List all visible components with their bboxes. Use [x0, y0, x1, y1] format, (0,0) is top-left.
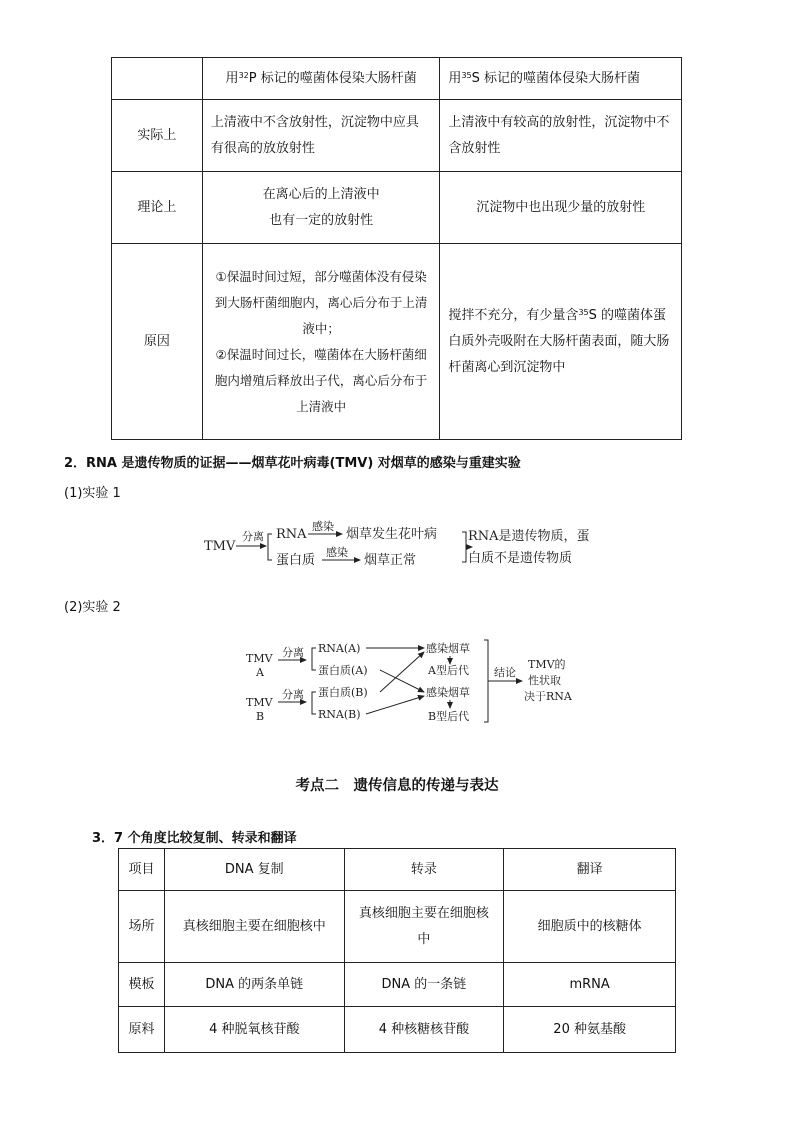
table2-cell: DNA 的两条单链 [164, 963, 344, 1007]
exp2-conclusion-line1: TMV的 [528, 658, 566, 671]
table2-header-replication: DNA 复制 [164, 849, 344, 891]
exp1-right-bracket [462, 532, 466, 562]
exp2-protein-b: 蛋白质(B) [318, 686, 368, 699]
exp2-conclusion-line3: 决于RNA [524, 690, 572, 703]
experiment2-label: (2)实验 2 [64, 600, 121, 615]
exp1-split-label: 分离 [242, 530, 264, 543]
table1-row-label-reason: 原因 [112, 244, 203, 440]
table1-actual-s35: 上清液中有较高的放射性，沉淀物中不含放射性 [440, 100, 682, 172]
exp2-conclusion-label: 结论 [494, 666, 516, 679]
exp2-split-a-label: 分离 [282, 646, 304, 659]
table2-header-transcription: 转录 [344, 849, 504, 891]
table2-row-label: 场所 [119, 891, 165, 963]
table1-header-s35: 用$^{35}$S 标记的噬菌体侵染大肠杆菌 [440, 58, 682, 100]
table2-cell: 4 种核糖核苷酸 [344, 1007, 504, 1053]
table2-cell: 真核细胞主要在细胞核中 [344, 891, 504, 963]
exp1-infect2-label: 感染 [326, 546, 348, 559]
exp1-infect1-label: 感染 [312, 520, 334, 533]
exp2-rna-a: RNA(A) [318, 642, 361, 655]
exp2-rna-b: RNA(B) [318, 708, 361, 721]
table2-cell: 20 种氨基酸 [504, 1007, 676, 1053]
table2-header-item: 项目 [119, 849, 165, 891]
table2-cell: 4 种脱氧核苷酸 [164, 1007, 344, 1053]
comparison-table-labeling [111, 57, 682, 440]
table2-header-translation: 翻译 [504, 849, 676, 891]
kaodian2-title: 考点二 遗传信息的传递与表达 [295, 778, 499, 794]
table2-cell: DNA 的一条链 [344, 963, 504, 1007]
exp2-tmv-a-line1: TMV [246, 652, 273, 665]
exp2-bracket-a [312, 648, 316, 670]
table1-header-blank [112, 58, 203, 100]
exp1-rna: RNA [276, 527, 307, 542]
exp2-infect-bottom: 感染烟草 [426, 686, 470, 699]
table2-row-label: 原料 [119, 1007, 165, 1053]
exp1-result1: 烟草发生花叶病 [346, 527, 438, 542]
table1-row-label-theory: 理论上 [112, 172, 203, 244]
exp2-right-bracket [484, 640, 488, 722]
exp2-line-protein-b [380, 652, 424, 692]
section2-heading: 2．RNA 是遗传物质的证据——烟草花叶病毒(TMV) 对烟草的感染与重建实验 [64, 456, 521, 471]
table2-row-label: 模板 [119, 963, 165, 1007]
exp1-result2: 烟草正常 [364, 553, 417, 568]
table2-cell: mRNA [504, 963, 676, 1007]
exp2-offspring-a: A型后代 [428, 664, 469, 677]
exp1-conclusion-line1: RNA是遗传物质，蛋 [468, 529, 590, 544]
exp1-conclusion-line2: 白质不是遗传物质 [468, 551, 573, 566]
exp2-infect-top: 感染烟草 [426, 642, 470, 655]
exp2-bracket-b [312, 692, 316, 714]
comparison-table-processes [118, 848, 676, 1053]
exp2-line-rna-b [366, 696, 424, 714]
section3-heading: 3．7 个角度比较复制、转录和翻译 [92, 831, 297, 846]
experiment1-label: (1)实验 1 [64, 486, 121, 501]
exp2-tmv-b-line1: TMV [246, 696, 273, 709]
table1-reason-s35: 搅拌不充分，有少量含$^{35}$S 的噬菌体蛋白质外壳吸附在大肠杆菌表面，随大肠杆菌离心到沉淀物中 [440, 244, 682, 440]
table2-cell: 真核细胞主要在细胞核中 [164, 891, 344, 963]
table1-header-p32: 用$^{32}$P 标记的噬菌体侵染大肠杆菌 [202, 58, 440, 100]
exp2-line-protein-a [380, 670, 424, 692]
experiment1-diagram [200, 516, 595, 572]
exp2-tmv-b-line2: B [256, 710, 265, 723]
exp1-protein: 蛋白质 [276, 553, 316, 568]
table1-theory-s35: 沉淀物中也出现少量的放射性 [440, 172, 682, 244]
table1-actual-p32: 上清液中不含放射性，沉淀物中应具有很高的放放射性 [202, 100, 440, 172]
table1-row-label-actual: 实际上 [112, 100, 203, 172]
experiment2-diagram [240, 630, 590, 734]
exp2-offspring-b: B型后代 [428, 710, 470, 723]
exp2-split-b-label: 分离 [282, 688, 304, 701]
exp2-protein-a: 蛋白质(A) [318, 664, 368, 677]
table1-theory-p32: 在离心后的上清液中 也有一定的放射性 [202, 172, 440, 244]
exp1-left-bracket [268, 534, 272, 560]
table2-cell: 细胞质中的核糖体 [504, 891, 676, 963]
exp1-tmv: TMV [204, 539, 236, 554]
table1-reason-p32: ①保温时间过短，部分噬菌体没有侵染到大肠杆菌细胞内，离心后分布于上清液中； ②保温时间过长，噬菌体在大肠杆菌细胞内增殖后释放出子代，离心后分布于上清液中 [202, 244, 440, 440]
exp2-conclusion-line2: 性状取 [528, 674, 561, 687]
exp2-tmv-a-line2: A [256, 666, 264, 679]
